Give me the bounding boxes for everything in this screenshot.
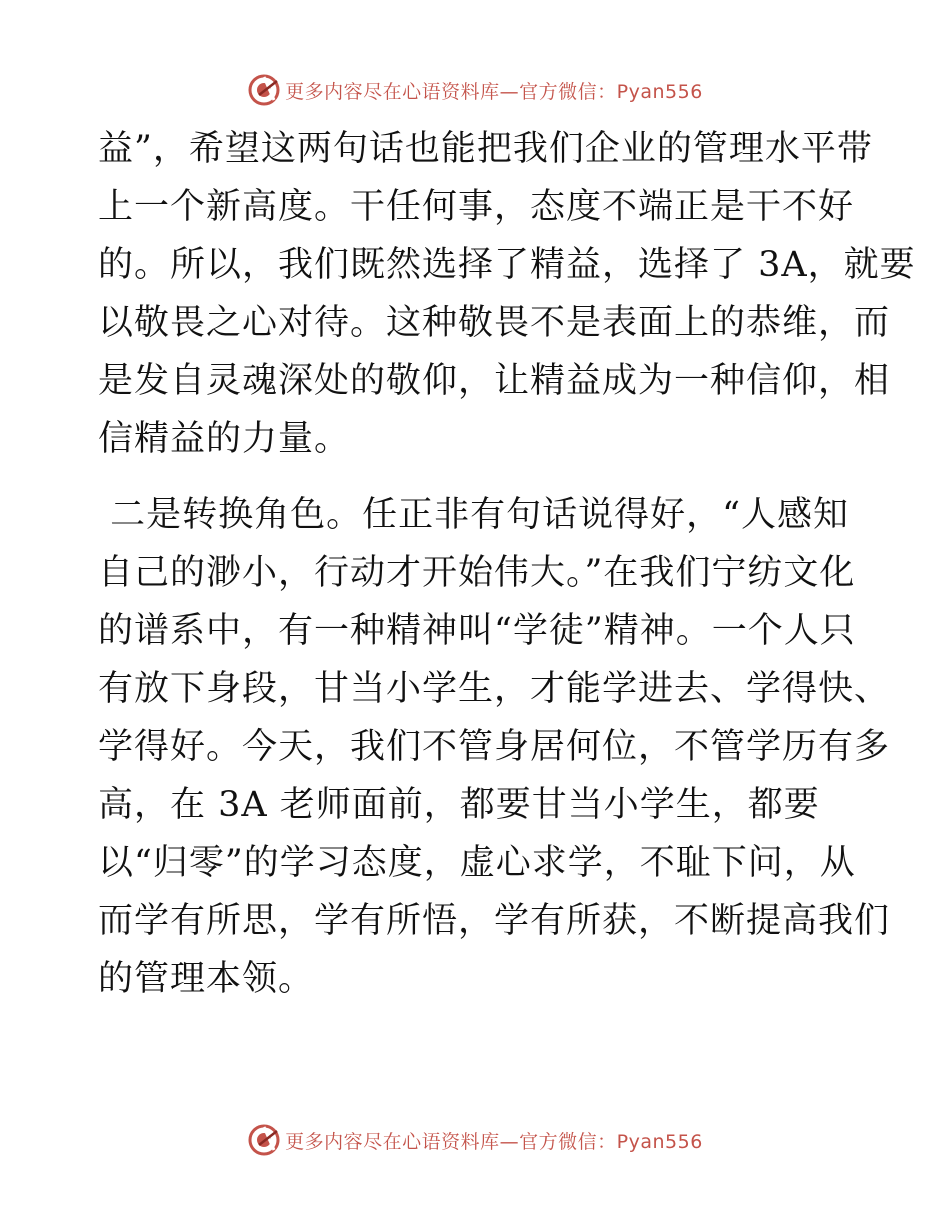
footer-watermark — [0, 1120, 950, 1160]
text-line: 有放下身段，甘当小学生，才能学进去、学得快、 — [98, 669, 891, 709]
header-watermark-text: 更多内容尽在心语资料库—官方微信：Pyan556 — [285, 80, 703, 103]
document-body — [98, 120, 916, 1008]
paragraph-gap — [98, 468, 868, 486]
text-line: 信精益的力量。 — [98, 419, 351, 459]
text-line: 而学有所思，学有所悟，学有所获，不断提高我们 — [98, 901, 891, 941]
text-line: 上一个新高度。干任何事，态度不端正是干不好 — [98, 187, 855, 227]
text-line: 以敬畏之心对待。这种敬畏不是表面上的恭维，而 — [98, 303, 891, 343]
paragraph — [98, 120, 916, 468]
text-line: 以“归零”的学习态度，虚心求学，不耻下问，从 — [98, 843, 856, 883]
text-line: 二是转换角色。任正非有句话说得好，“人感知 — [98, 495, 850, 535]
brand-logo-icon — [247, 73, 281, 107]
text-line: 学得好。今天，我们不管身居何位，不管学历有多 — [98, 727, 891, 767]
footer-watermark-text: 更多内容尽在心语资料库—官方微信：Pyan556 — [285, 1130, 703, 1153]
text-line: 自己的渺小，行动才开始伟大。”在我们宁纺文化 — [98, 553, 856, 593]
text-line: 的谱系中，有一种精神叫“学徒”精神。一个人只 — [98, 611, 856, 651]
brand-logo-icon — [247, 1123, 281, 1157]
header-watermark — [0, 70, 950, 110]
paragraph — [98, 486, 891, 1008]
text-line: 高，在 3A 老师面前，都要甘当小学生，都要 — [98, 785, 820, 825]
text-line: 的。所以，我们既然选择了精益，选择了 3A，就要 — [98, 245, 916, 285]
text-line: 是发自灵魂深处的敬仰，让精益成为一种信仰，相 — [98, 361, 891, 401]
text-line: 益”，希望这两句话也能把我们企业的管理水平带 — [98, 129, 873, 169]
text-line: 的管理本领。 — [98, 959, 315, 999]
